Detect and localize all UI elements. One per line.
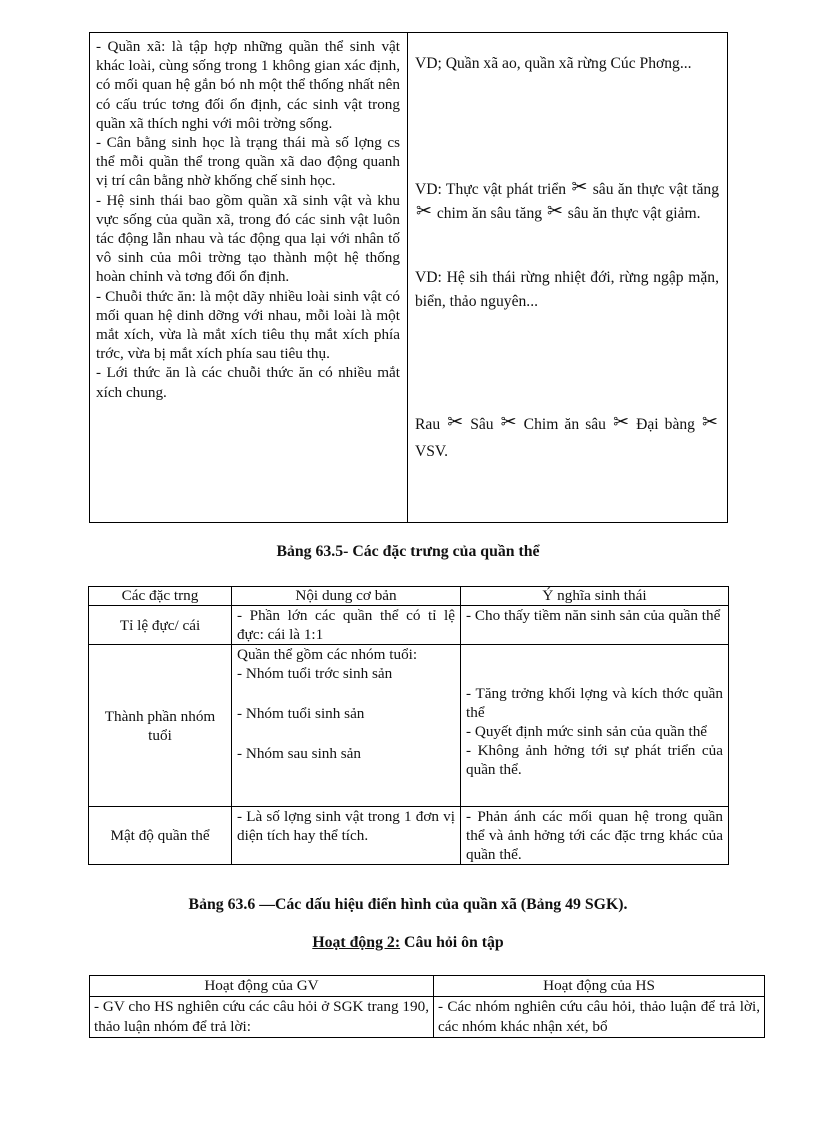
age-groups-content: Quần thể gồm các nhóm tuổi: - Nhóm tuổi trớc sinh sản - Nhóm tuổi sinh sản - Nhóm sau sinh sản [232, 645, 461, 807]
density-meaning: - Phản ánh các mối quan hệ trong quần thể và ảnh hởng tới các đặc trng khác của quần thể. [461, 807, 729, 865]
example-community: VD; Quần xã ao, quần xã rừng Cúc Phơng... [415, 55, 692, 72]
definition-community: - Quần xã: là tập hợp những quần thể sinh vật khác loài, cùng sống trong 1 không gian xác định, có mối quan hệ gắn bó nh một thể thống nhất nên có cấu trúc tơng đối ổn định, các sinh vật trong quần xã thích nghi với môi trờng sống. [96, 38, 400, 132]
scissors-icon: ✂ [447, 411, 464, 433]
table-row [89, 645, 729, 807]
definition-ecosystem: - Hệ sinh thái bao gồm quần xã sinh vật và khu vực sống của quần xã, trong đó các sinh vật luôn tác động lẫn nhau và tác động qua lại với nhân tố vô sinh của môi trờng tạo thành một hệ thống hoàn chỉnh và tơng đối ổn định. [96, 191, 400, 286]
activity-table [89, 975, 765, 1038]
table-header-row [90, 976, 765, 997]
definitions-column [90, 33, 408, 522]
trait-sex-ratio: Tỉ lệ đực/ cái [89, 606, 232, 645]
definition-food-chain: - Chuỗi thức ăn: là một dãy nhiều loài sinh vật có mối quan hệ dinh dỡng với nhau, mỗi loài là một mắt xích, vừa là mắt xích tiêu thụ mắt xích phía trớc, vừa bị mắt xích phía sau tiêu thụ. [96, 287, 400, 363]
definition-food-web: - Lới thức ăn là các chuỗi thức ăn có nhiều mắt xích chung. [96, 364, 400, 401]
teacher-activity: - GV cho HS nghiên cứu các câu hỏi ở SGK trang 190, thảo luận nhóm để trả lời: [90, 997, 434, 1038]
header-content: Nội dung cơ bản [232, 587, 461, 606]
header-meaning: Ý nghĩa sinh thái [461, 587, 729, 606]
example-ecosystem: VD: Hệ sih thái rừng nhiệt đới, rừng ngập mặn, biển, thảo nguyên... [415, 269, 719, 310]
activity-heading [0, 934, 816, 952]
activity-label: Hoạt động 2: [312, 934, 401, 951]
examples-column [408, 33, 727, 522]
definition-biological-balance: - Cân bằng sinh học là trạng thái mà số lợng cs thể mỗi quần thể trong quần xã dao động quanh vị trí cân bằng nhờ khống chế sinh học. [96, 134, 400, 190]
population-traits-table [88, 586, 729, 865]
scissors-icon: ✂ [416, 200, 432, 222]
table-row [90, 997, 765, 1038]
header-student: Hoạt động của HS [434, 976, 765, 997]
table-63-6-title: Bảng 63.6 —Các dấu hiệu điển hình của quần xã (Bảng 49 SGK). [188, 896, 628, 913]
density-content: - Là số lợng sinh vật trong 1 đơn vị diện tích hay thể tích. [232, 807, 461, 865]
scissors-icon: ✂ [571, 176, 588, 198]
trait-density: Mật độ quần thể [89, 807, 232, 865]
age-groups-meaning: - Tăng trởng khối lợng và kích thớc quần thể - Quyết định mức sinh sản của quần thể - Không ảnh hởng tới sự phát triển của quần thể. [461, 645, 729, 807]
sex-ratio-meaning: - Cho thấy tiềm năn sinh sản của quần thể [461, 606, 729, 645]
sex-ratio-content: - Phần lớn các quần thể có tỉ lệ đực: cái là 1:1 [232, 606, 461, 645]
trait-age-groups: Thành phần nhóm tuổi [89, 645, 232, 807]
scissors-icon: ✂ [702, 411, 718, 433]
scissors-icon: ✂ [546, 200, 563, 222]
scissors-icon: ✂ [500, 411, 517, 433]
summary-table [89, 32, 728, 523]
table-row [89, 807, 729, 865]
student-activity: - Các nhóm nghiên cứu câu hỏi, thảo luận để trả lời, các nhóm khác nhận xét, bổ [434, 997, 765, 1038]
example-food-chain: Rau ✂ Sâu ✂ Chim ăn sâu ✂ Đại bàng ✂ VSV. [415, 411, 718, 460]
table-header-row [89, 587, 729, 606]
activity-title: Câu hỏi ôn tập [400, 934, 504, 951]
scissors-icon: ✂ [613, 411, 629, 433]
table-row [89, 606, 729, 645]
header-trait: Các đặc trng [89, 587, 232, 606]
example-balance: VD: Thực vật phát triển ✂ sâu ăn thực vật tăng ✂ chim ăn sâu tăng ✂ sâu ăn thực vật giảm. [415, 176, 719, 222]
table-63-5-title: Bảng 63.5- Các đặc trưng của quần thể [276, 543, 540, 560]
header-teacher: Hoạt động của GV [90, 976, 434, 997]
